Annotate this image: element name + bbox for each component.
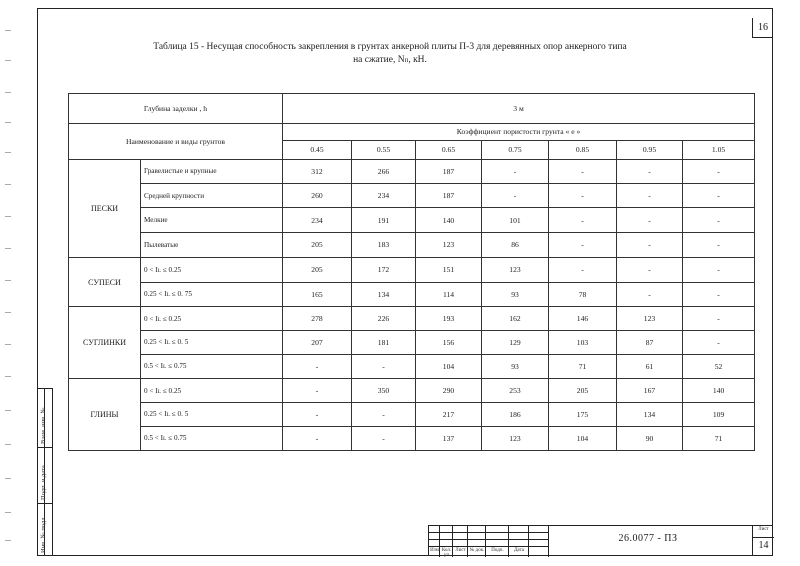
table-row (69, 354, 755, 378)
soil-type-label: 0 < IL ≤ 0.25 (141, 258, 283, 282)
coef-value: 0.75 (482, 140, 549, 159)
table-cell: - (683, 184, 755, 208)
soil-type-label: 0 < IL ≤ 0.25 (141, 306, 283, 330)
table-cell: - (549, 258, 617, 282)
sheet-label: Лист (758, 527, 769, 532)
table-cell: 71 (549, 354, 617, 378)
table-cell: - (617, 282, 683, 306)
table-row (69, 258, 755, 282)
coef-value: 0.95 (617, 140, 683, 159)
table-cell: 137 (416, 426, 482, 450)
table-cell: 205 (283, 232, 352, 257)
coef-value: 1.05 (683, 140, 755, 159)
table-cell: 104 (549, 426, 617, 450)
table-cell: - (283, 403, 352, 426)
table-cell: 156 (416, 331, 482, 354)
table-cell: 146 (549, 306, 617, 330)
table-cell: 350 (352, 378, 416, 402)
coef-value: 0.85 (549, 140, 617, 159)
table-row (69, 232, 755, 257)
depth-label: Глубина заделки , h (69, 94, 283, 124)
table-cell: - (683, 306, 755, 330)
table-cell: - (352, 426, 416, 450)
table-cell: 183 (352, 232, 416, 257)
table-cell: 61 (617, 354, 683, 378)
table-cell: - (683, 258, 755, 282)
table-cell: - (683, 159, 755, 183)
table-cell: - (617, 232, 683, 257)
table-cell: 278 (283, 306, 352, 330)
table-cell: 140 (683, 378, 755, 402)
table-cell: - (549, 184, 617, 208)
table-cell: 123 (617, 306, 683, 330)
table-cell: 162 (482, 306, 549, 330)
table-row (69, 208, 755, 232)
table-cell: - (683, 232, 755, 257)
table-cell: - (683, 208, 755, 232)
table-row (69, 159, 755, 183)
table-cell: 101 (482, 208, 549, 232)
table-row (69, 282, 755, 306)
table-cell: - (352, 354, 416, 378)
table-cell: 172 (352, 258, 416, 282)
table-cell: - (283, 426, 352, 450)
table-cell: 290 (416, 378, 482, 402)
table-cell: 191 (352, 208, 416, 232)
table-cell: 187 (416, 159, 482, 183)
table-cell: - (683, 331, 755, 354)
soil-group-name: ГЛИНЫ (69, 378, 141, 450)
table-cell: - (549, 232, 617, 257)
sheet-box (752, 525, 773, 556)
table-cell: 253 (482, 378, 549, 402)
table-cell: 52 (683, 354, 755, 378)
depth-row (69, 94, 755, 124)
table-cell: 104 (416, 354, 482, 378)
table-cell: 207 (283, 331, 352, 354)
caption-line-2: на сжатие, Nп, кН. (353, 55, 427, 65)
soil-group-name: ПЕСКИ (69, 159, 141, 258)
soil-type-label: Мелкие (141, 208, 283, 232)
table-cell: 167 (617, 378, 683, 402)
soil-type-label: 0.5 < IL ≤ 0.75 (141, 354, 283, 378)
soil-type-label: Гравелистые и крупные (141, 159, 283, 183)
soil-type-label: 0.25 < IL ≤ 0. 5 (141, 403, 283, 426)
table-cell: 234 (283, 208, 352, 232)
sheet-number: 14 (758, 540, 769, 551)
table-cell: 123 (482, 258, 549, 282)
table-cell: - (283, 354, 352, 378)
coef-value: 0.55 (352, 140, 416, 159)
table-cell: 151 (416, 258, 482, 282)
table-row (69, 378, 755, 402)
soil-type-label: 0.25 < IL ≤ 0. 75 (141, 282, 283, 306)
table-cell: 123 (416, 232, 482, 257)
table-cell: - (617, 258, 683, 282)
table-cell: 181 (352, 331, 416, 354)
table-cell: 134 (352, 282, 416, 306)
table-cell: 78 (549, 282, 617, 306)
table-cell: 165 (283, 282, 352, 306)
table-cell: 266 (352, 159, 416, 183)
document-number: 26.0077 - ПЗ (618, 533, 678, 544)
table-row (69, 184, 755, 208)
table-cell: 226 (352, 306, 416, 330)
coef-value: 0.45 (283, 140, 352, 159)
table-caption (40, 41, 740, 67)
table-cell: 205 (283, 258, 352, 282)
table-cell: 312 (283, 159, 352, 183)
table-cell: - (617, 159, 683, 183)
table-cell: 71 (683, 426, 755, 450)
soil-type-label: Пылеватые (141, 232, 283, 257)
caption-line-1: Таблица 15 - Несущая способность закрепления в грунтах анкерной плиты П-3 для деревянных опор анкерного типа (153, 42, 627, 52)
table-row (69, 403, 755, 426)
table-cell: - (482, 159, 549, 183)
soil-type-label: 0.25 < IL ≤ 0. 5 (141, 331, 283, 354)
table-cell: - (549, 208, 617, 232)
table-cell: 87 (617, 331, 683, 354)
table-cell: 186 (482, 403, 549, 426)
table-cell: 140 (416, 208, 482, 232)
soil-group-name: СУПЕСИ (69, 258, 141, 307)
depth-value: 3 м (283, 94, 755, 124)
soil-type-label: 0.5 < IL ≤ 0.75 (141, 426, 283, 450)
table-cell: 234 (352, 184, 416, 208)
table-cell: 217 (416, 403, 482, 426)
table-cell: 193 (416, 306, 482, 330)
table-cell: 175 (549, 403, 617, 426)
table-row (69, 331, 755, 354)
side-label-inv: Инв. № подл. (40, 515, 47, 553)
soil-type-label: 0 < IL ≤ 0.25 (141, 378, 283, 402)
soil-header: Наименование и виды грунтов (69, 123, 283, 159)
table-cell: - (352, 403, 416, 426)
side-label-replace: Взам. инв. № (40, 407, 47, 444)
title-block-labels: Изм Кол. уч Лист № док. Подп. Дата (430, 548, 524, 558)
table-cell: - (617, 184, 683, 208)
sheet-number-top: 16 (752, 18, 773, 38)
table-cell: 129 (482, 331, 549, 354)
coef-value: 0.65 (416, 140, 482, 159)
table-cell: 103 (549, 331, 617, 354)
table-cell: - (283, 378, 352, 402)
table-cell: 134 (617, 403, 683, 426)
soil-group-name: СУГЛИНКИ (69, 306, 141, 378)
table-cell: 109 (683, 403, 755, 426)
table-cell: - (617, 208, 683, 232)
table-cell: - (549, 159, 617, 183)
table-cell: 187 (416, 184, 482, 208)
bearing-capacity-table (68, 93, 755, 451)
soil-type-label: Средней крупности (141, 184, 283, 208)
table-cell: - (683, 282, 755, 306)
table-cell: 86 (482, 232, 549, 257)
table-cell: 93 (482, 282, 549, 306)
table-cell: - (482, 184, 549, 208)
table-cell: 123 (482, 426, 549, 450)
coef-header: Коэффициент пористости грунта « е » (283, 123, 755, 140)
table-row (69, 306, 755, 330)
table-cell: 260 (283, 184, 352, 208)
table-row (69, 426, 755, 450)
table-cell: 205 (549, 378, 617, 402)
side-label-sign: Подп. и дата (40, 465, 47, 500)
table-cell: 93 (482, 354, 549, 378)
coef-header-row (69, 123, 755, 140)
table-cell: 114 (416, 282, 482, 306)
table-cell: 90 (617, 426, 683, 450)
